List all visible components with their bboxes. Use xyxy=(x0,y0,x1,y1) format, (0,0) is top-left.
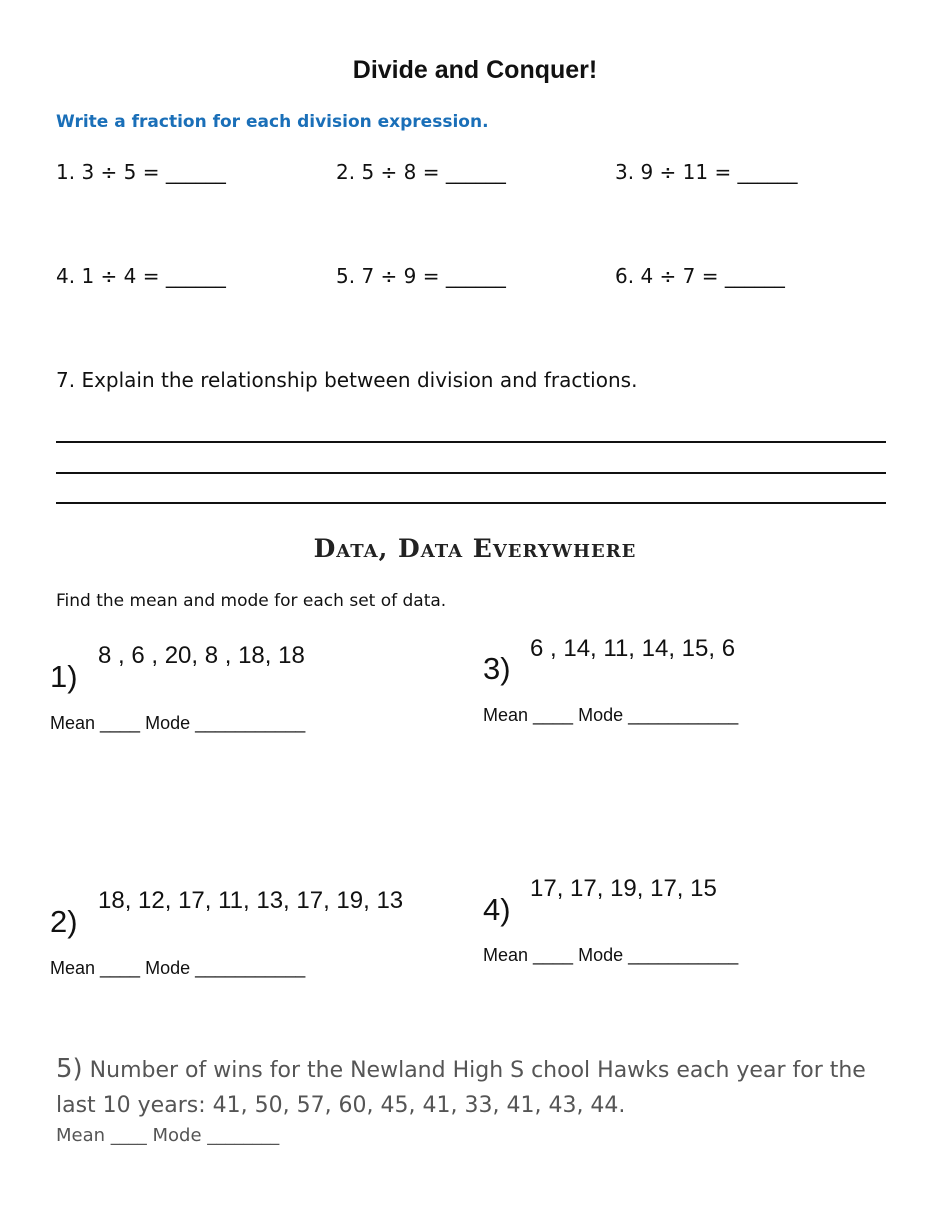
page-title: Divide and Conquer! xyxy=(352,56,598,84)
set-3-answer[interactable]: Mean ____ Mode ___________ xyxy=(483,705,739,725)
problem-5-description: Number of wins for the Newland High S chool Hawks each year for the last 10 years: 41, 50, 57, 60, 45, 41, 33, 41, 43, 44. xyxy=(56,1058,866,1118)
set-2-data: 18, 12, 17, 11, 13, 17, 19, 13 xyxy=(98,887,404,914)
set-1-number: 1) xyxy=(50,659,78,694)
problem-3: 3. 9 ÷ 11 = ______ xyxy=(615,160,798,184)
set-2-number: 2) xyxy=(50,904,78,939)
set-1-data: 8 , 6 , 20, 8 , 18, 18 xyxy=(98,642,305,669)
set-4-answer[interactable]: Mean ____ Mode ___________ xyxy=(483,945,739,965)
set-2-answer[interactable]: Mean ____ Mode ___________ xyxy=(50,958,306,978)
mean-mode-instruction: Find the mean and mode for each set of data. xyxy=(56,591,447,611)
section-title-data: Data, Data Everywhere xyxy=(313,534,637,563)
set-4-data: 17, 17, 19, 17, 15 xyxy=(530,875,717,902)
problem-5-text xyxy=(56,1052,886,1123)
problem-2: 2. 5 ÷ 8 = ______ xyxy=(336,160,506,184)
answer-line-1[interactable] xyxy=(56,441,886,443)
set-1-answer[interactable]: Mean ____ Mode ___________ xyxy=(50,713,306,733)
problem-1: 1. 3 ÷ 5 = ______ xyxy=(56,160,226,184)
problem-5-answer[interactable]: Mean ____ Mode ________ xyxy=(56,1125,280,1146)
question-7: 7. Explain the relationship between division and fractions. xyxy=(56,368,638,392)
problem-4: 4. 1 ÷ 4 = ______ xyxy=(56,264,226,288)
answer-line-2[interactable] xyxy=(56,472,886,474)
set-3-number: 3) xyxy=(483,651,511,686)
problem-5-number: 5) xyxy=(56,1054,83,1084)
set-4-number: 4) xyxy=(483,892,511,927)
problem-5: 5. 7 ÷ 9 = ______ xyxy=(336,264,506,288)
problem-6: 6. 4 ÷ 7 = ______ xyxy=(615,264,785,288)
set-3-data: 6 , 14, 11, 14, 15, 6 xyxy=(530,635,736,662)
answer-line-3[interactable] xyxy=(56,502,886,504)
fraction-instruction: Write a fraction for each division expression. xyxy=(56,112,489,132)
